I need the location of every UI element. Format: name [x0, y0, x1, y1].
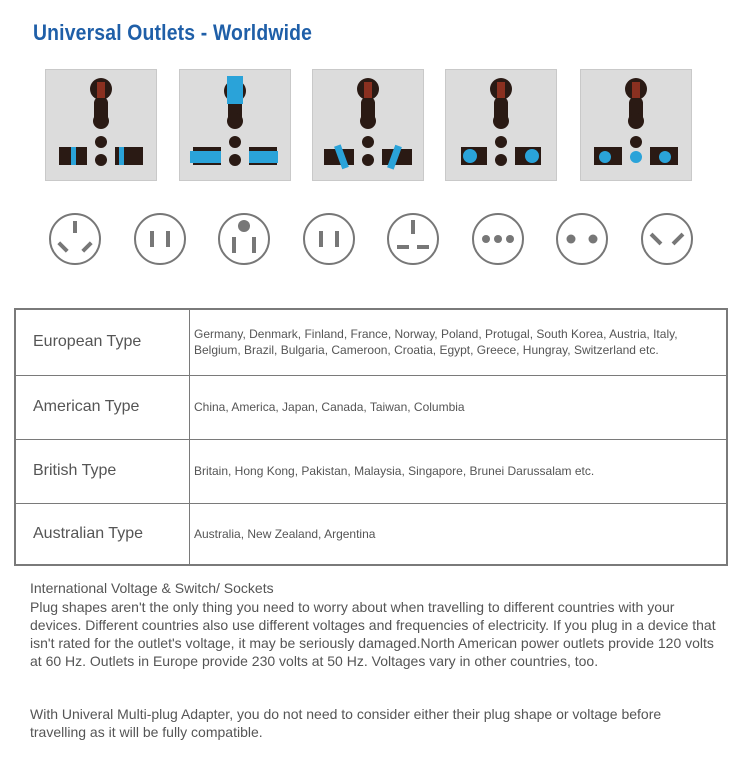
- plug-american-grounded-icon: [217, 212, 271, 266]
- table-row: [15, 309, 727, 375]
- plug-american-flat-icon: [302, 212, 356, 266]
- type-countries: Britain, Hong Kong, Pakistan, Malaysia, Singapore, Brunei Darussalam etc.: [190, 439, 728, 503]
- voltage-section-heading: International Voltage & Switch/ Sockets: [30, 580, 274, 596]
- plug-british-icon: [386, 212, 440, 266]
- adapter-paragraph: With Univeral Multi-plug Adapter, you do not need to consider either their plug shape or voltage before travelling as it will be fully compatible.: [30, 706, 662, 740]
- type-name: British Type: [15, 439, 190, 503]
- plug-australian-icon: [48, 212, 102, 266]
- outlet-australian-image: [312, 69, 424, 181]
- outlet-types-table: [14, 308, 728, 566]
- type-name: Australian Type: [15, 503, 190, 565]
- plug-three-round-icon: [471, 212, 525, 266]
- type-countries: Australia, New Zealand, Argentina: [190, 503, 728, 565]
- outlet-european-image: [45, 69, 157, 181]
- outlet-american-image: [179, 69, 291, 181]
- table-row: [15, 439, 727, 503]
- type-countries: China, America, Japan, Canada, Taiwan, Columbia: [190, 375, 728, 439]
- type-name: European Type: [15, 309, 190, 375]
- page-title: Universal Outlets - Worldwide: [33, 20, 313, 45]
- plug-european-icon: [555, 212, 609, 266]
- voltage-paragraph: Plug shapes aren't the only thing you need to worry about when travelling to different countries with your devices. Different countries also use different voltages and frequencies of electricity. If you plug in a device that isn't rated for the outlet's voltage, it may be seriously damaged.North American power outlets provide 120 volts at 60 Hz. Outlets in Europe provide 230 volts at 50 Hz. Voltages vary in other countries, too.: [30, 599, 716, 669]
- table-row: [15, 375, 727, 439]
- plug-american-icon: [133, 212, 187, 266]
- outlet-round-pin-image: [445, 69, 557, 181]
- type-name: American Type: [15, 375, 190, 439]
- plug-angled-icon: [640, 212, 694, 266]
- outlet-three-round-image: [580, 69, 692, 181]
- table-row: [15, 503, 727, 565]
- type-countries: Germany, Denmark, Finland, France, Norway, Poland, Protugal, South Korea, Austria, Italy, Belgium, Brazil, Bulgaria, Cameroon, Croatia, Egypt, Greece, Hungray, Switzerland etc.: [190, 309, 728, 375]
